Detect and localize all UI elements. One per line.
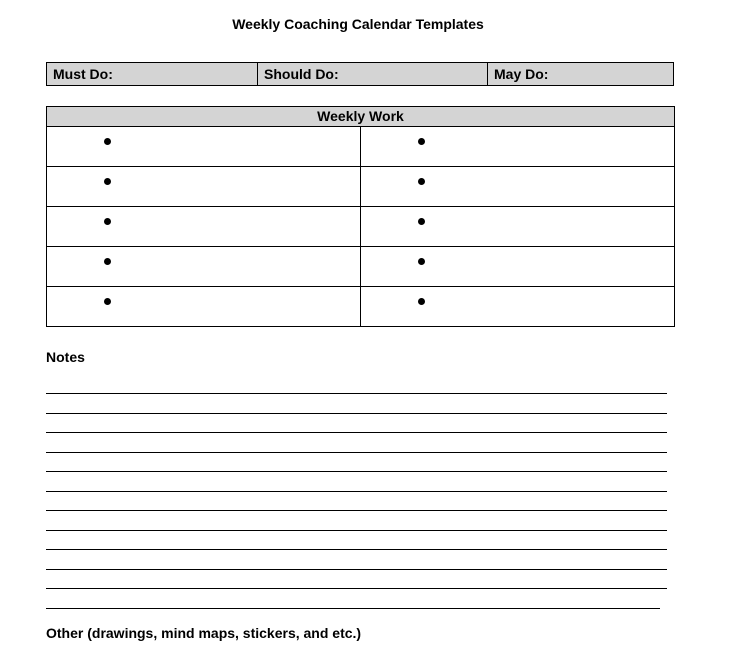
notes-heading: Notes [46, 349, 85, 365]
notes-line[interactable] [46, 471, 667, 472]
must-do-label: Must Do: [53, 66, 113, 82]
other-heading: Other (drawings, mind maps, stickers, and etc.) [46, 625, 362, 641]
notes-line[interactable] [46, 608, 660, 609]
should-do-label: Should Do: [257, 63, 487, 85]
weekly-work-cell-left[interactable] [47, 247, 361, 287]
weekly-work-cell-left[interactable] [47, 167, 361, 207]
weekly-work-cell-left[interactable] [47, 127, 361, 167]
weekly-work-header: Weekly Work [47, 107, 675, 127]
notes-line[interactable] [46, 413, 667, 414]
notes-line[interactable] [46, 491, 667, 492]
weekly-work-cell-right[interactable] [361, 127, 675, 167]
notes-line[interactable] [46, 549, 667, 550]
weekly-work-row [47, 207, 675, 247]
notes-line[interactable] [46, 588, 667, 589]
bullet-point [104, 298, 111, 305]
bullet-point [104, 178, 111, 185]
notes-line[interactable] [46, 452, 667, 453]
bullet-point [418, 298, 425, 305]
bullet-point [104, 258, 111, 265]
bullet-point [418, 178, 425, 185]
weekly-work-cell-right[interactable] [361, 247, 675, 287]
weekly-work-cell-right[interactable] [361, 287, 675, 327]
notes-line[interactable] [46, 510, 667, 511]
bullet-point [104, 138, 111, 145]
weekly-work-table [46, 106, 675, 327]
bullet-point [418, 138, 425, 145]
priority-bar [46, 62, 674, 86]
weekly-work-row [47, 287, 675, 327]
weekly-work-row [47, 247, 675, 287]
bullet-point [418, 258, 425, 265]
notes-line[interactable] [46, 393, 667, 394]
may-do-label: May Do: [487, 63, 673, 85]
weekly-work-cell-right[interactable] [361, 207, 675, 247]
weekly-work-cell-right[interactable] [361, 167, 675, 207]
bullet-point [104, 218, 111, 225]
weekly-work-cell-left[interactable] [47, 207, 361, 247]
notes-line[interactable] [46, 530, 667, 531]
weekly-work-row [47, 167, 675, 207]
bullet-point [418, 218, 425, 225]
page-title: Weekly Coaching Calendar Templates [232, 16, 484, 32]
weekly-work-row [47, 127, 675, 167]
weekly-work-cell-left[interactable] [47, 287, 361, 327]
notes-line[interactable] [46, 569, 667, 570]
notes-line[interactable] [46, 432, 667, 433]
